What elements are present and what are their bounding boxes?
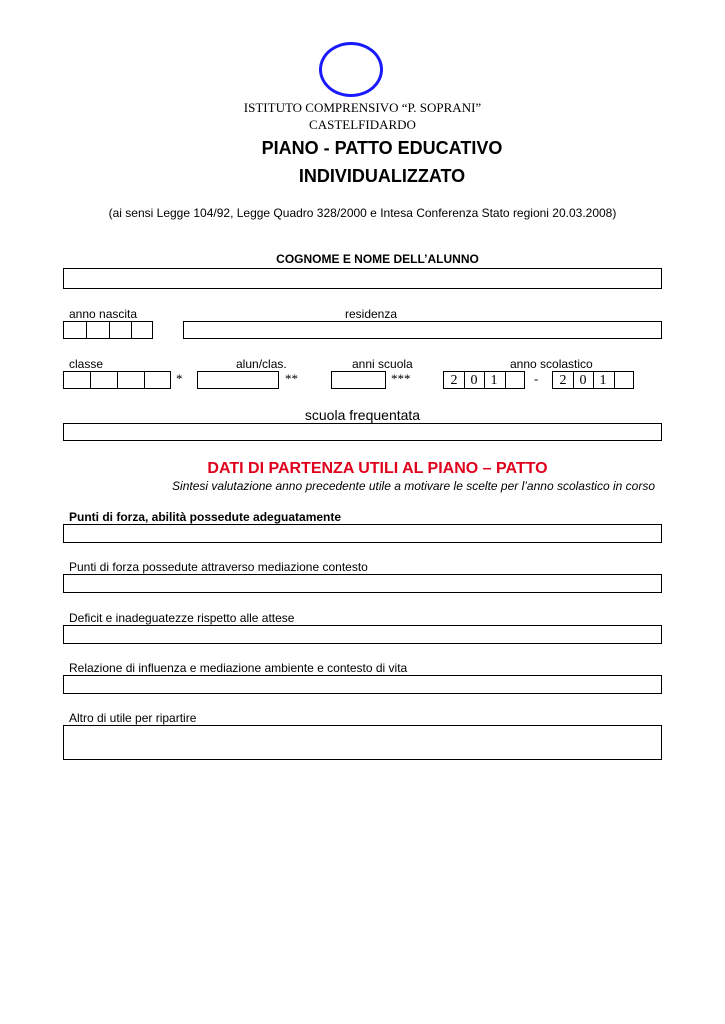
- field-label: Punti di forza possedute attraverso mediazione contesto: [69, 560, 368, 574]
- students-footnote-mark: **: [285, 371, 298, 386]
- student-name-field[interactable]: [63, 268, 662, 289]
- section-subtitle: Sintesi valutazione anno precedente utile a motivare le scelte per l’anno scolastico in corso: [172, 479, 655, 493]
- year-to-digit: 0: [579, 373, 587, 388]
- residence-field[interactable]: [183, 321, 662, 339]
- year-from-digit: 1: [490, 373, 498, 388]
- strengths-field[interactable]: [63, 524, 662, 543]
- school-logo-circle: [319, 42, 383, 97]
- school-year-to-field[interactable]: [552, 371, 634, 389]
- class-field[interactable]: [63, 371, 171, 389]
- legal-note: (ai sensi Legge 104/92, Legge Quadro 328/2000 e Intesa Conferenza Stato regioni 20.03.2008): [108, 206, 617, 220]
- school-year-from-field[interactable]: [443, 371, 525, 389]
- school-attended-label: scuola frequentata: [304, 407, 421, 423]
- class-label: classe: [69, 357, 104, 371]
- institute-name: ISTITUTO COMPRENSIVO “P. SOPRANI”: [243, 100, 482, 115]
- year-to-digit: 2: [559, 373, 567, 388]
- other-notes-field[interactable]: [63, 725, 662, 760]
- students-per-class-field[interactable]: [197, 371, 279, 389]
- school-year-label: anno scolastico: [510, 357, 593, 371]
- mediated-strengths-field[interactable]: [63, 574, 662, 593]
- residence-label: residenza: [345, 307, 398, 321]
- field-label: Relazione di influenza e mediazione ambiente e contesto di vita: [69, 661, 408, 675]
- year-from-digit: 0: [470, 373, 478, 388]
- year-to-digit: 1: [599, 373, 607, 388]
- institute-city: CASTELFIDARDO: [309, 117, 416, 132]
- field-label: Altro di utile per ripartire: [69, 711, 197, 725]
- student-name-label: COGNOME E NOME DELL’ALUNNO: [276, 252, 479, 266]
- class-footnote-mark: *: [176, 371, 183, 386]
- page-title-line2: INDIVIDUALIZZATO: [298, 166, 466, 186]
- deficits-field[interactable]: [63, 625, 662, 644]
- students-per-class-label: alun/clas.: [236, 357, 287, 371]
- school-years-label: anni scuola: [352, 357, 413, 371]
- school-attended-field[interactable]: [63, 423, 662, 441]
- year-from-digit: 2: [450, 373, 458, 388]
- birth-year-field[interactable]: [63, 321, 153, 339]
- environment-relation-field[interactable]: [63, 675, 662, 694]
- field-label: Deficit e inadeguatezze rispetto alle attese: [69, 611, 295, 625]
- years-footnote-mark: ***: [391, 371, 411, 386]
- field-label: Punti di forza, abilità possedute adeguatamente: [69, 510, 342, 524]
- school-years-field[interactable]: [331, 371, 386, 389]
- year-separator: -: [534, 371, 539, 386]
- page-title-line1: PIANO - PATTO EDUCATIVO: [261, 138, 503, 158]
- birth-year-label: anno nascita: [69, 307, 138, 321]
- section-title: DATI DI PARTENZA UTILI AL PIANO – PATTO: [207, 460, 548, 477]
